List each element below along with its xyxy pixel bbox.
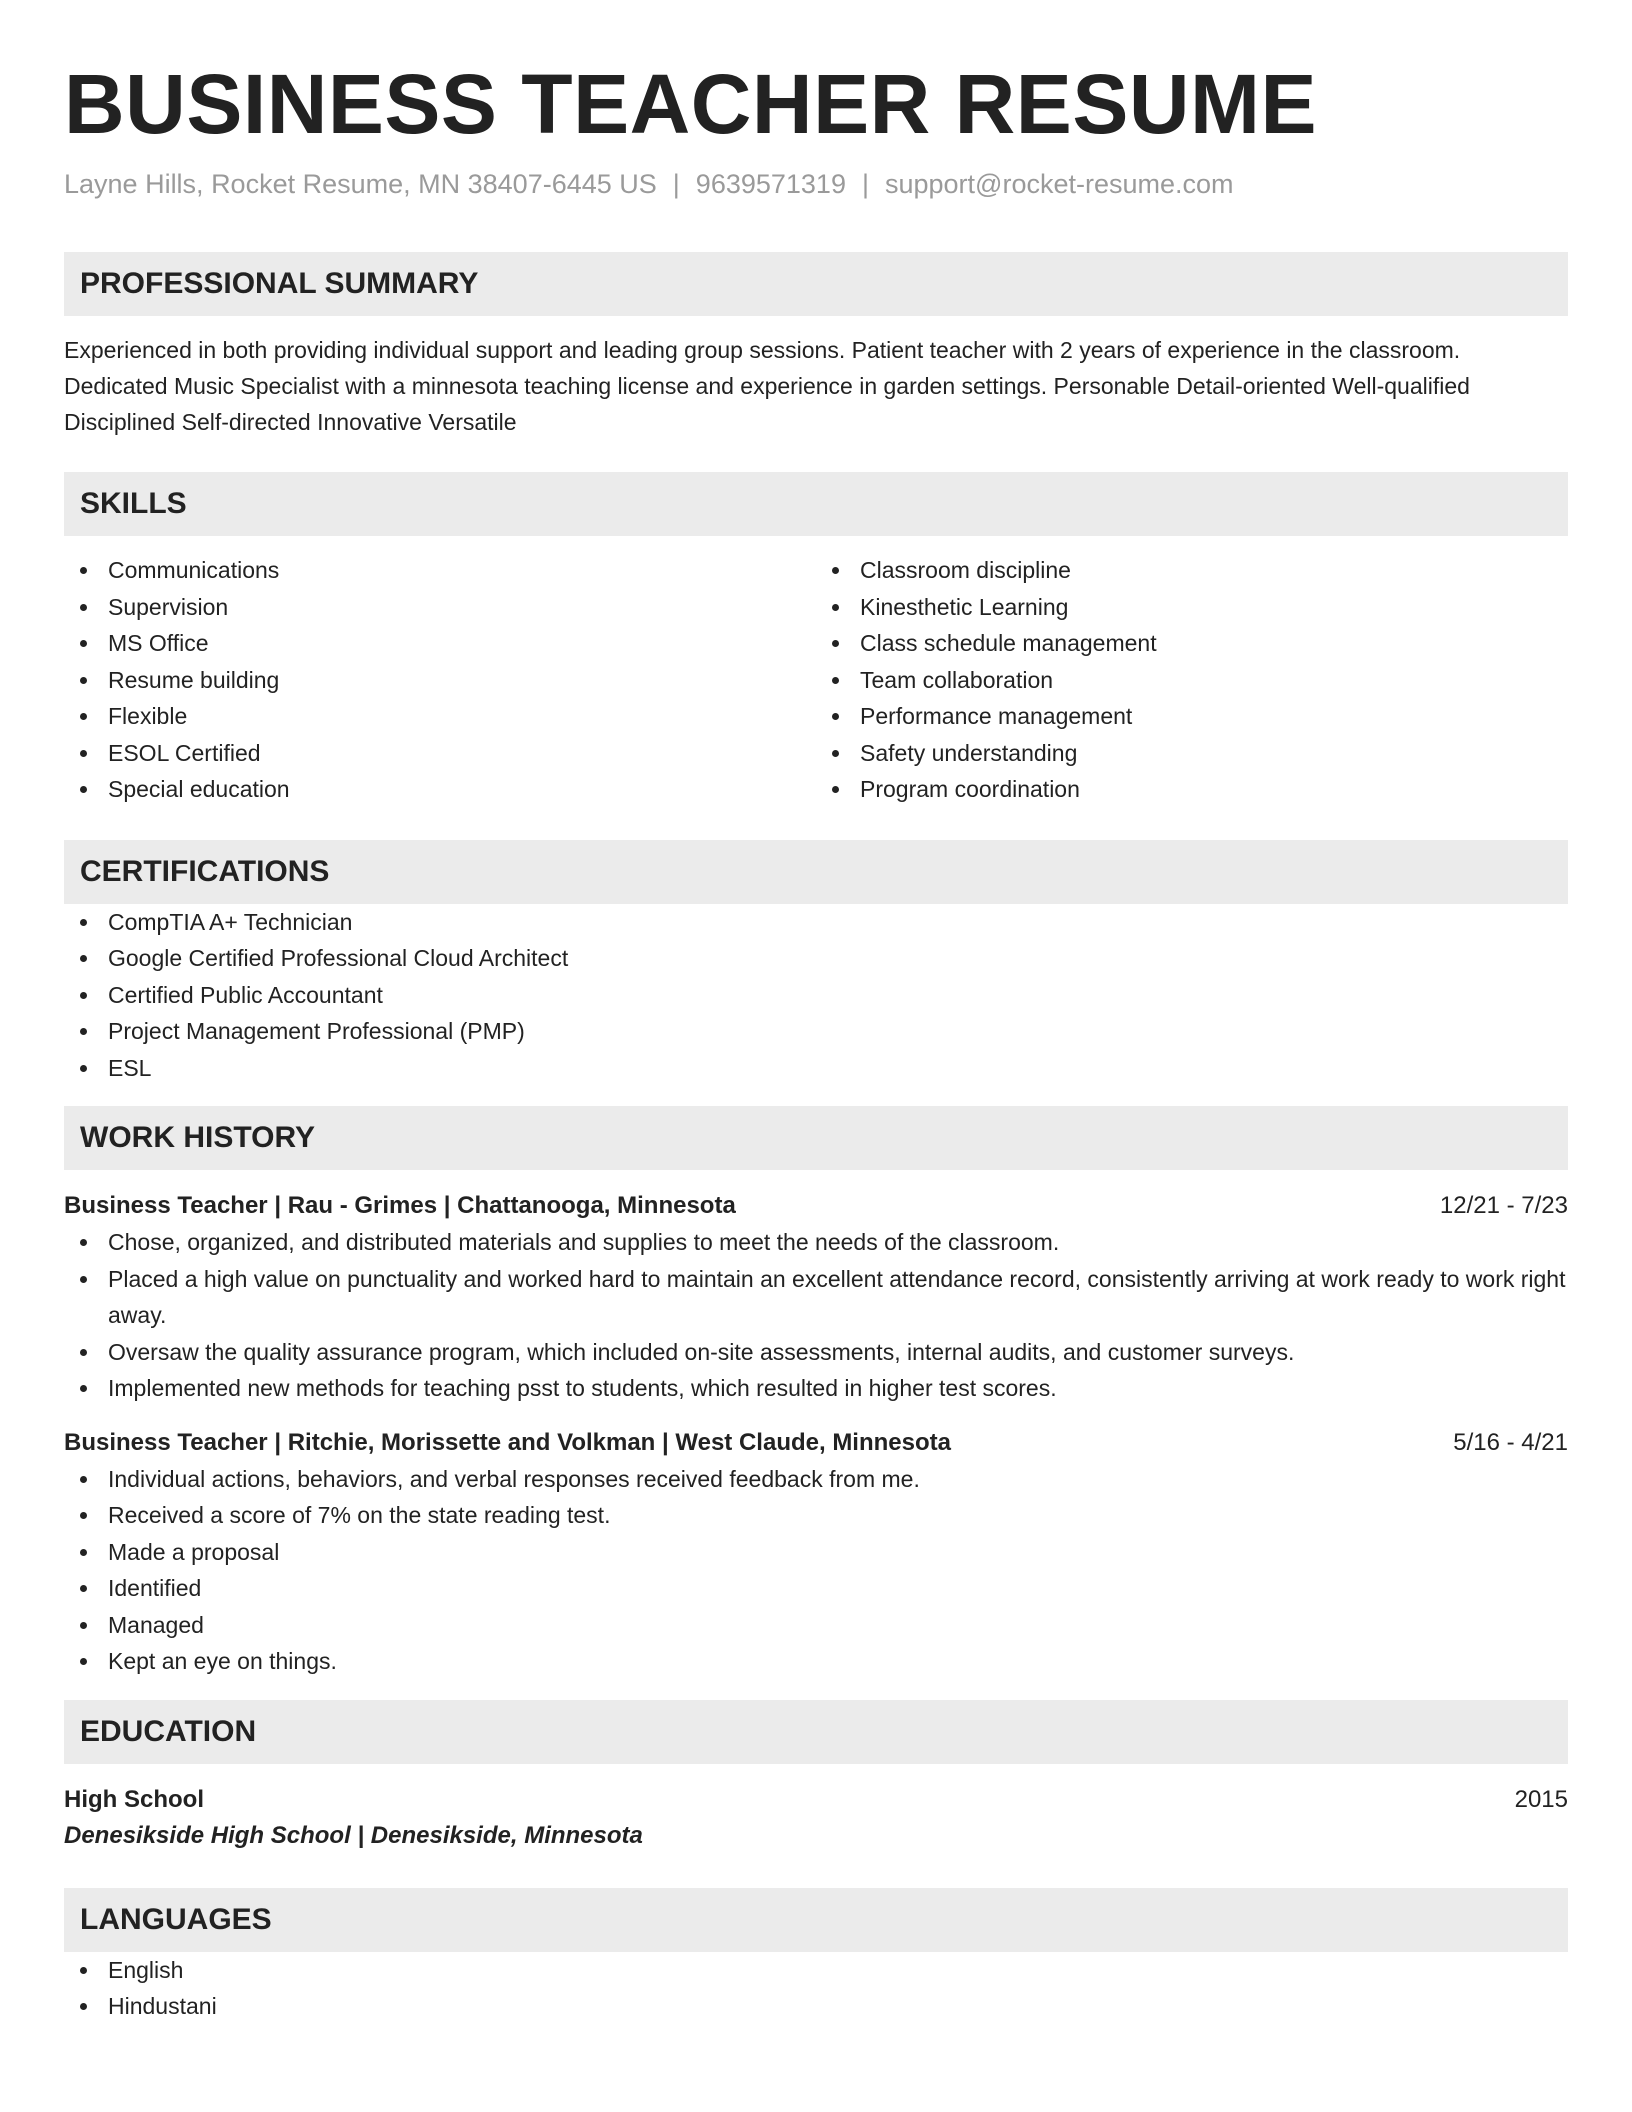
skill-item: Supervision [64,589,816,626]
education-heading: EDUCATION [64,1700,1568,1764]
skill-item: Resume building [64,662,816,699]
skill-item: ESOL Certified [64,735,816,772]
contact-separator: | [861,169,869,199]
job-dates: 5/16 - 4/21 [1453,1428,1568,1456]
job-bullet: Implemented new methods for teaching psst to students, which resulted in higher test scores. [64,1370,1568,1407]
education-entry [64,1782,1568,1854]
languages-section [64,1888,1568,2025]
skill-item: Performance management [816,698,1568,735]
certification-item: CompTIA A+ Technician [64,904,1568,941]
certifications-section [64,840,1568,1087]
skills-list-left [64,552,816,808]
summary-section [64,252,1568,440]
job-entry [64,1188,1568,1407]
skill-item: Kinesthetic Learning [816,589,1568,626]
skill-item: Communications [64,552,816,589]
education-degree: High School [64,1785,204,1813]
job-bullet: Received a score of 7% on the state reading test. [64,1497,1568,1534]
certifications-heading: CERTIFICATIONS [64,840,1568,904]
certification-item: Project Management Professional (PMP) [64,1013,1568,1050]
skill-item: MS Office [64,625,816,662]
job-bullets [64,1461,1568,1680]
job-header [64,1188,1568,1224]
languages-heading: LANGUAGES [64,1888,1568,1952]
education-school: Denesikside High School | Denesikside, Minnesota [64,1821,643,1849]
contact-line [64,166,1568,202]
skill-item: Team collaboration [816,662,1568,699]
job-bullet: Oversaw the quality assurance program, which included on-site assessments, internal audits, and customer surveys. [64,1334,1568,1371]
contact-email: support@rocket-resume.com [884,169,1234,199]
certification-item: Google Certified Professional Cloud Architect [64,940,1568,977]
job-bullet: Individual actions, behaviors, and verbal responses received feedback from me. [64,1461,1568,1498]
language-item: English [64,1952,1568,1989]
skills-section [64,472,1568,808]
certifications-list [64,904,1568,1087]
certification-item: ESL [64,1050,1568,1087]
job-entry [64,1425,1568,1680]
job-bullet: Chose, organized, and distributed materials and supplies to meet the needs of the classroom. [64,1224,1568,1261]
resume-title: BUSINESS TEACHER RESUME [64,57,1318,151]
skills-list-right [816,552,1568,808]
summary-text: Experienced in both providing individual support and leading group sessions. Patient teacher with 2 years of experience in the classroom. Dedicated Music Specialist with a minnesota teaching license and experience in garden settings. Personable Detail-oriented Well-qualified Disciplined Self-directed Innovative Versatile [64,337,1470,435]
skills-heading: SKILLS [64,472,1568,536]
job-bullet: Made a proposal [64,1534,1568,1571]
job-title: Business Teacher | Ritchie, Morissette and Volkman | West Claude, Minnesota [64,1428,951,1456]
work-history-heading: WORK HISTORY [64,1106,1568,1170]
job-title: Business Teacher | Rau - Grimes | Chattanooga, Minnesota [64,1192,736,1219]
skills-grid [64,552,1568,808]
summary-heading: PROFESSIONAL SUMMARY [64,252,1568,316]
job-dates: 12/21 - 7/23 [1439,1192,1568,1219]
skill-item: Special education [64,771,816,808]
job-header [64,1425,1568,1461]
contact-address: Layne Hills, Rocket Resume, MN 38407-6445 US [64,169,657,199]
language-item: Hindustani [64,1988,1568,2025]
job-bullet: Placed a high value on punctuality and worked hard to maintain an excellent attendance record, consistently arriving at work ready to work right away. [64,1261,1568,1334]
skills-column-right [816,552,1568,808]
certification-item: Certified Public Accountant [64,977,1568,1014]
education-header [64,1782,1568,1818]
job-bullet: Identified [64,1570,1568,1607]
job-bullet: Managed [64,1607,1568,1644]
skill-item: Class schedule management [816,625,1568,662]
contact-phone: 9639571319 [695,169,846,199]
job-bullet: Kept an eye on things. [64,1643,1568,1680]
languages-list [64,1952,1568,2025]
skill-item: Program coordination [816,771,1568,808]
contact-separator: | [672,169,680,199]
skills-column-left [64,552,816,808]
job-bullets [64,1224,1568,1407]
skill-item: Safety understanding [816,735,1568,772]
education-year: 2015 [1514,1785,1568,1813]
education-section [64,1700,1568,1854]
skill-item: Flexible [64,698,816,735]
work-history-section [64,1106,1568,1680]
skill-item: Classroom discipline [816,552,1568,589]
